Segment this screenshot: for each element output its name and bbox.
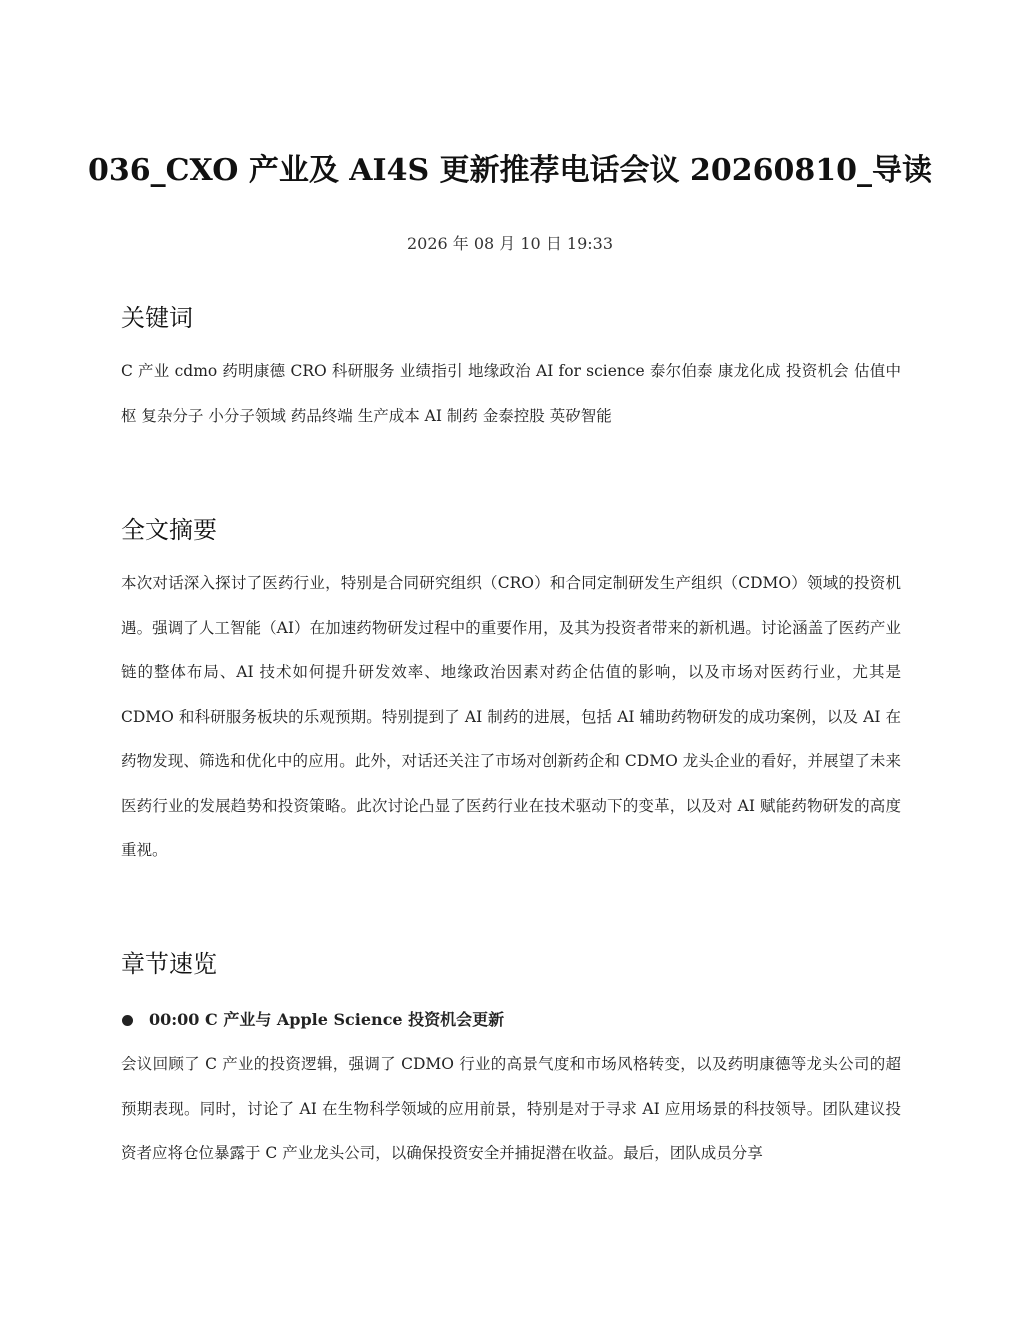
document-date: 2026 年 08 月 10 日 19:33 — [406, 234, 614, 253]
keywords-heading: 关键词 — [121, 304, 193, 332]
chapter-item — [121, 1006, 901, 1034]
chapters-heading: 章节速览 — [121, 950, 217, 978]
keywords-text: C 产业 cdmo 药明康德 CRO 科研服务 业绩指引 地缘政治 AI for science 泰尔伯泰 康龙化成 投资机会 估值中枢 复杂分子 小分子领域 药品终端 生产成本 AI 制药 金泰控股 英矽智能 — [121, 362, 901, 425]
chapter-text: 会议回顾了 C 产业的投资逻辑，强调了 CDMO 行业的高景气度和市场风格转变，以及药明康德等龙头公司的超预期表现。同时，讨论了 AI 在生物科学领域的应用前景，特别是对于寻求 AI 应用场景的科技领导。团队建议投资者应将仓位暴露于 C 产业龙头公司，以确保投资安全并捕捉潜在收益。最后，团队成员分享 — [121, 1055, 901, 1162]
bullet-icon — [122, 1015, 133, 1026]
chapter-title: 00:00 C 产业与 Apple Science 投资机会更新 — [149, 1010, 505, 1029]
document-title: 036_CXO 产业及 AI4S 更新推荐电话会议 20260810_导读 — [88, 153, 932, 188]
summary-heading: 全文摘要 — [121, 516, 217, 544]
summary-text: 本次对话深入探讨了医药行业，特别是合同研究组织（CRO）和合同定制研发生产组织（CDMO）领域的投资机遇。强调了人工智能（AI）在加速药物研发过程中的重要作用，及其为投资者带来的新机遇。讨论涵盖了医药产业链的整体布局、AI 技术如何提升研发效率、地缘政治因素对药企估值的影响，以及市场对医药行业，尤其是 CDMO 和科研服务板块的乐观预期。特别提到了 AI 制药的进展，包括 AI 辅助药物研发的成功案例，以及 AI 在药物发现、筛选和优化中的应用。此外，对话还关注了市场对创新药企和 CDMO 龙头企业的看好，并展望了未来医药行业的发展趋势和投资策略。此次讨论凸显了医药行业在技术驱动下的变革，以及对 AI 赋能药物研发的高度重视。 — [121, 574, 901, 859]
